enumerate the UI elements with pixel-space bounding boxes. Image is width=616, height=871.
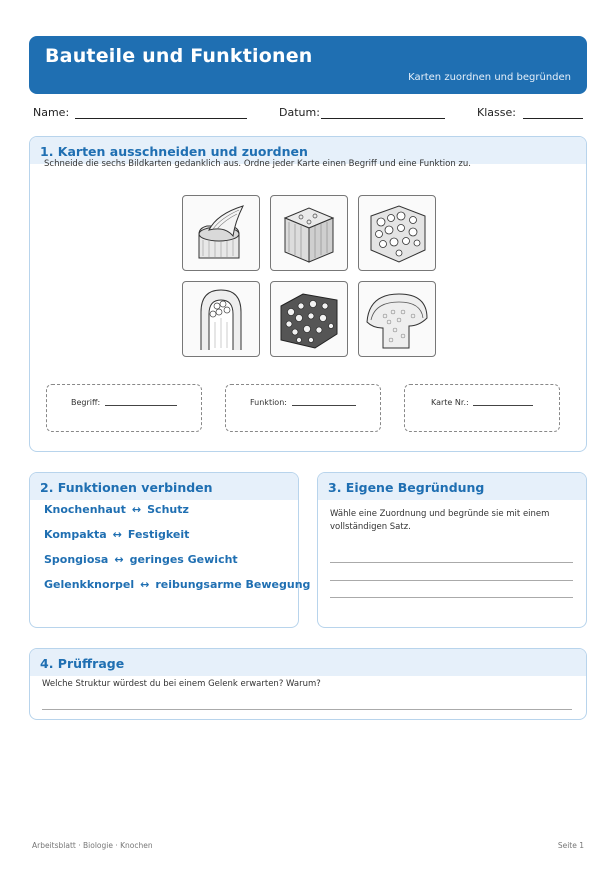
card-number-box[interactable]: [404, 384, 560, 432]
name-line[interactable]: [75, 118, 247, 119]
pair-term: Spongiosa: [44, 553, 109, 566]
section-check-question: [29, 648, 587, 720]
answer-line[interactable]: [330, 580, 573, 581]
section-cards: [29, 136, 587, 452]
page-number: Seite 1: [557, 841, 584, 850]
function-label: Funktion:: [250, 398, 287, 407]
term-box[interactable]: [46, 384, 202, 432]
picture-card-4[interactable]: [182, 281, 260, 357]
picture-card-5[interactable]: [270, 281, 348, 357]
name-label: Name:: [33, 106, 70, 119]
pair-item: [44, 578, 310, 591]
pair-function: Schutz: [147, 503, 189, 516]
answer-line[interactable]: [330, 597, 573, 598]
question-text: Welche Struktur würdest du bei einem Gelenk erwarten? Warum?: [42, 679, 321, 689]
student-fields: [29, 106, 587, 124]
section-title: 4. Prüffrage: [40, 656, 125, 671]
pair-item: [44, 528, 189, 541]
page-subtitle: Karten zuordnen und begründen: [408, 72, 571, 83]
function-box[interactable]: [225, 384, 381, 432]
function-line[interactable]: [292, 405, 356, 406]
footer-left: Arbeitsblatt · Biologie · Knochen: [32, 841, 153, 850]
picture-card-6[interactable]: [358, 281, 436, 357]
double-arrow-icon: ↔: [140, 578, 150, 591]
double-arrow-icon: ↔: [112, 528, 122, 541]
term-line[interactable]: [105, 405, 177, 406]
pair-item: [44, 503, 189, 516]
section-header: [30, 649, 586, 676]
pair-term: Gelenkknorpel: [44, 578, 135, 591]
double-arrow-icon: ↔: [114, 553, 124, 566]
picture-card-3[interactable]: [358, 195, 436, 271]
card-grid: [182, 195, 436, 359]
date-line[interactable]: [321, 118, 445, 119]
pair-item: [44, 553, 238, 566]
section-header: [318, 473, 586, 500]
class-line[interactable]: [523, 118, 583, 119]
answer-line[interactable]: [42, 709, 572, 710]
pair-function: geringes Gewicht: [129, 553, 238, 566]
card-number-line[interactable]: [473, 405, 533, 406]
class-label: Klasse:: [477, 106, 516, 119]
pair-term: Kompakta: [44, 528, 107, 541]
picture-card-1[interactable]: [182, 195, 260, 271]
spongy-bone-cube-icon: [359, 196, 435, 270]
section-instruction: Wähle eine Zuordnung und begründe sie mit einem vollständigen Satz.: [330, 509, 550, 532]
pair-function: Festigkeit: [127, 528, 190, 541]
term-label: Begriff:: [71, 398, 101, 407]
picture-card-2[interactable]: [270, 195, 348, 271]
section-connect: [29, 472, 311, 628]
section-title: 2. Funktionen verbinden: [40, 480, 213, 495]
answer-line[interactable]: [330, 562, 573, 563]
section-instruction: Schneide die sechs Bildkarten gedanklich aus. Ordne jeder Karte einen Begriff und eine Funktion zu.: [44, 159, 471, 169]
pair-function: reibungsarme Bewegung: [155, 578, 311, 591]
pair-term: Knochenhaut: [44, 503, 126, 516]
bone-membrane-icon: [183, 196, 259, 270]
section-header: [30, 473, 298, 500]
trabecular-bone-cube-icon: [271, 282, 347, 356]
header-banner: [29, 36, 587, 94]
section-title: 3. Eigene Begründung: [328, 480, 485, 495]
bone-end-section-icon: [183, 282, 259, 356]
page-title: Bauteile und Funktionen: [45, 45, 313, 67]
section-reasoning: [317, 472, 587, 628]
compact-bone-block-icon: [271, 196, 347, 270]
card-number-label: Karte Nr.:: [431, 398, 469, 407]
section-title: 1. Karten ausschneiden und zuordnen: [40, 144, 308, 159]
date-label: Datum:: [279, 106, 320, 119]
joint-cartilage-cap-icon: [359, 282, 435, 356]
double-arrow-icon: ↔: [131, 503, 142, 516]
